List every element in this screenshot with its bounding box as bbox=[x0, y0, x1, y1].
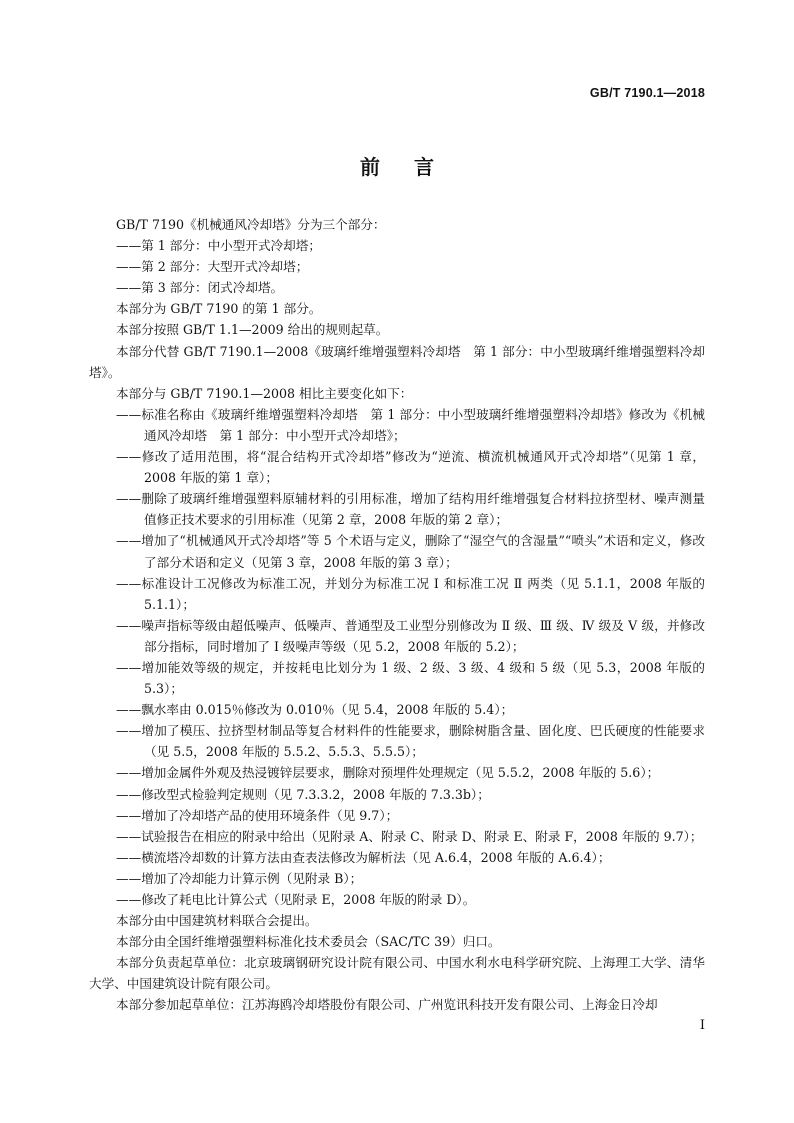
paragraph: 本部分与 GB/T 7190.1—2008 相比主要变化如下： bbox=[116, 385, 413, 401]
paragraph: 本部分由全国纤维增强塑料标准化技术委员会（SAC/TC 39）归口。 bbox=[116, 934, 501, 950]
paragraph: 本部分按照 GB/T 1.1—2009 给出的规则起草。 bbox=[116, 322, 389, 338]
list-item: ——标准设计工况修改为标准工况，并划分为标准工况 Ⅰ 和标准工况 Ⅱ 两类（见 5.1.1，2008 年版的 5.1.1）； bbox=[116, 575, 705, 612]
paragraph: 本部分为 GB/T 7190 的第 1 部分。 bbox=[116, 301, 322, 317]
list-item: ——第 3 部分：闭式冷却塔。 bbox=[116, 280, 284, 296]
list-item: ——增加能效等级的规定，并按耗电比划分为 1 级、2 级、3 级、4 级和 5 级（见 5.3，2008 年版的 5.3）； bbox=[116, 659, 705, 697]
list-item: ——增加了“机械通风开式冷却塔”等 5 个术语与定义，删除了“湿空气的含湿量”“喷头”术语和定义，修改了部分术语和定义（见第 3 章，2008 年版的第 3 章）； bbox=[116, 533, 705, 570]
list-item: ——飘水率由 0.015％修改为 0.010％（见 5.4，2008 年版的 5.4）； bbox=[116, 702, 514, 718]
list-item: ——修改了耗电比计算公式（见附录 E，2008 年版的附录 D）。 bbox=[116, 892, 476, 907]
list-item: ——试验报告在相应的附录中给出（见附录 A、附录 C、附录 D、附录 E、附录 F，2008 年版的 9.7）； bbox=[116, 828, 703, 844]
list-item: ——增加了冷却塔产品的使用环境条件（见 9.7）； bbox=[116, 807, 399, 823]
list-item: ——标准名称由《玻璃纤维增强塑料冷却塔 第 1 部分：中小型玻璃纤维增强塑料冷却塔》修改为《机械通风冷却塔 第 1 部分：中小型开式冷却塔》； bbox=[116, 406, 705, 443]
list-item: ——修改型式检验判定规则（见 7.3.3.2，2008 年版的 7.3.3b）； bbox=[116, 786, 490, 802]
list-item: ——增加了模压、拉挤型材制品等复合材料件的性能要求，删除树脂含量、固化度、巴氏硬度的性能要求（见 5.5，2008 年版的 5.5.2、5.5.3、5.5.5）； bbox=[116, 723, 705, 760]
list-item: ——删除了玻璃纤维增强塑料原辅材料的引用标准，增加了结构用纤维增强复合材料拉挤型材、噪声测量值修正技术要求的引用标准（见第 2 章，2008 年版的第 2 章）； bbox=[116, 491, 705, 528]
list-item: ——第 1 部分：中小型开式冷却塔； bbox=[116, 238, 321, 254]
paragraph: 本部分负责起草单位：北京玻璃钢研究设计院有限公司、中国水利水电科学研究院、上海理工大学、清华大学、中国建筑设计院有限公司。 bbox=[89, 955, 705, 992]
page-title: 前言 bbox=[360, 155, 468, 179]
paragraph: GB/T 7190《机械通风冷却塔》分为三个部分： bbox=[116, 217, 386, 232]
list-item: ——增加金属件外观及热浸镀锌层要求，删除对预埋件处理规定（见 5.5.2，2008 年版的 5.6）； bbox=[116, 765, 660, 781]
paragraph: 本部分由中国建筑材料联合会提出。 bbox=[116, 913, 318, 929]
standard-code: GB/T 7190.1—2018 bbox=[589, 86, 705, 100]
list-item: ——横流塔冷却数的计算方法由查表法修改为解析法（见 A.6.4，2008 年版的 A.6.4）； bbox=[116, 849, 611, 865]
document-body bbox=[89, 214, 705, 1016]
list-item: ——增加了冷却能力计算示例（见附录 B）； bbox=[116, 870, 363, 886]
paragraph: 本部分代替 GB/T 7190.1—2008《玻璃纤维增强塑料冷却塔 第 1 部分：中小型玻璃纤维增强塑料冷却塔》。 bbox=[89, 343, 705, 380]
list-item: ——第 2 部分：大型开式冷却塔； bbox=[116, 259, 309, 275]
list-item: ——修改了适用范围，将“混合结构开式冷却塔”修改为“逆流、横流机械通风开式冷却塔”（见第 1 章，2008 年版的第 1 章）； bbox=[116, 449, 705, 486]
list-item: ——噪声指标等级由超低噪声、低噪声、普通型及工业型分别修改为 Ⅱ 级、Ⅲ 级、Ⅳ 级及 Ⅴ 级，并修改部分指标，同时增加了 Ⅰ 级噪声等级（见 5.2，2008 年版的 5.2）； bbox=[116, 617, 705, 654]
page-number: Ⅰ bbox=[699, 1018, 705, 1033]
paragraph: 本部分参加起草单位：江苏海鸥冷却塔股份有限公司、广州览讯科技开发有限公司、上海金日冷却 bbox=[116, 997, 658, 1013]
